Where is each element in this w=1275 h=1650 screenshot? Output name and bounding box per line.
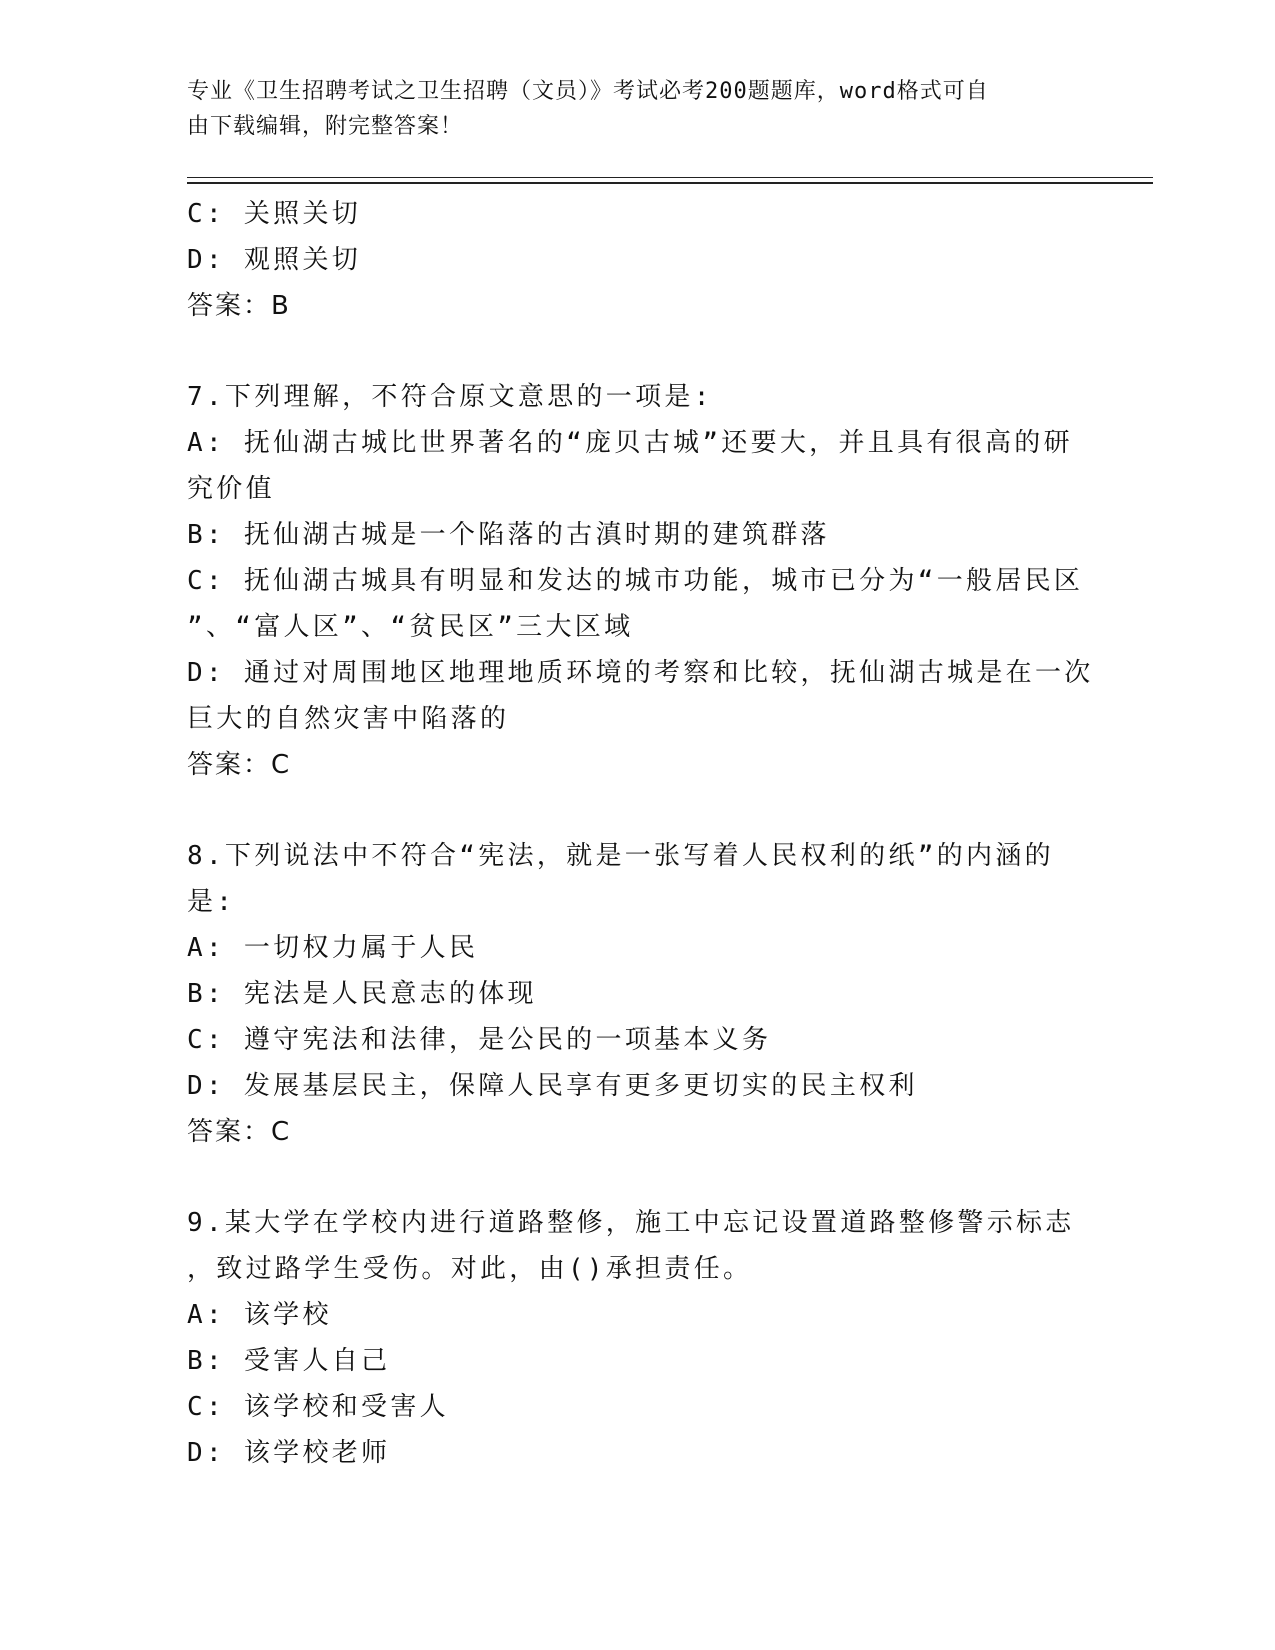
option-d: D: 发展基层民主，保障人民享有更多更切实的民主权利	[187, 1071, 918, 1101]
option-d: D: 该学校老师	[187, 1438, 391, 1468]
option-b: B: 宪法是人民意志的体现	[187, 979, 537, 1009]
question-content	[187, 191, 1094, 1476]
document-header	[187, 74, 1067, 144]
question-stem: 7.下列理解，不符合原文意思的一项是:	[187, 382, 713, 412]
question-stem: 9.某大学在学校内进行道路整修，施工中忘记设置道路整修警示标志	[187, 1208, 1075, 1238]
option-c: C: 抚仙湖古城具有明显和发达的城市功能，城市已分为“一般居民区	[187, 566, 1084, 596]
question-stem-continued: ，致过路学生受伤。对此，由()承担责任。	[187, 1254, 753, 1284]
question-8	[187, 833, 1087, 1155]
spacer	[187, 1155, 1087, 1200]
option-a: A: 一切权力属于人民	[187, 933, 479, 963]
question-stem: 8.下列说法中不符合“宪法，就是一张写着人民权利的纸”的内涵的	[187, 841, 1054, 871]
header-rule-thin	[187, 177, 1153, 178]
option-c: C: 遵守宪法和法律，是公民的一项基本义务	[187, 1025, 772, 1055]
answer: 答案：C	[187, 1117, 292, 1147]
question-9	[187, 1200, 1087, 1476]
header-title-line-2: 由下载编辑，附完整答案！	[187, 114, 464, 139]
option-d: D: 观照关切	[187, 245, 362, 275]
option-a: A: 抚仙湖古城比世界著名的“庞贝古城”还要大，并且具有很高的研	[187, 428, 1073, 458]
option-d-continued: 巨大的自然灾害中陷落的	[187, 704, 510, 734]
option-b: B: 受害人自己	[187, 1346, 391, 1376]
option-a-continued: 究价值	[187, 474, 275, 504]
spacer	[187, 788, 1087, 833]
option-c-continued: ”、“富人区”、“贫民区”三大区域	[187, 612, 634, 642]
option-b: B: 抚仙湖古城是一个陷落的古滇时期的建筑群落	[187, 520, 830, 550]
spacer	[187, 329, 1087, 374]
option-a: A: 该学校	[187, 1300, 332, 1330]
answer: 答案：B	[187, 291, 291, 321]
option-d: D: 通过对周围地区地理地质环境的考察和比较，抚仙湖古城是在一次	[187, 658, 1094, 688]
answer: 答案：C	[187, 750, 292, 780]
question-7	[187, 374, 1094, 788]
question-6-tail	[187, 191, 1087, 329]
header-rule-thick	[187, 182, 1153, 184]
option-c: C: 该学校和受害人	[187, 1392, 449, 1422]
question-stem-continued: 是:	[187, 887, 236, 917]
option-c: C: 关照关切	[187, 199, 362, 229]
header-title-line-1: 专业《卫生招聘考试之卫生招聘（文员）》考试必考200题题库，word格式可自	[187, 79, 989, 104]
